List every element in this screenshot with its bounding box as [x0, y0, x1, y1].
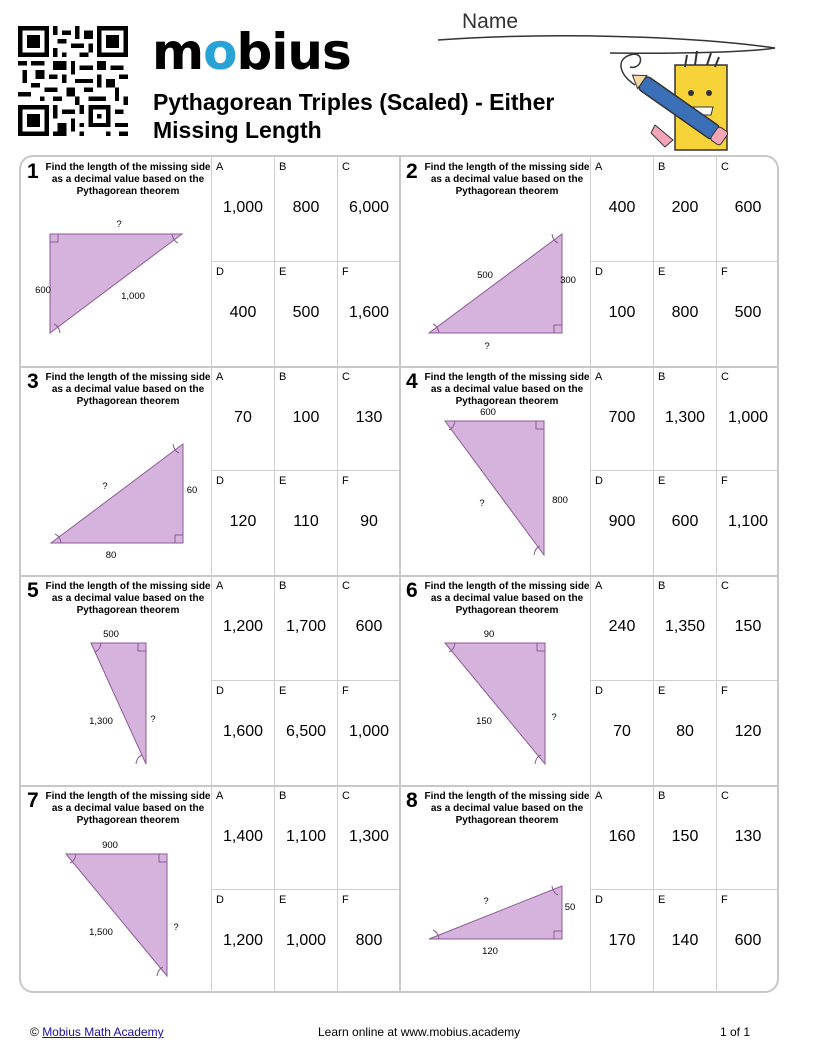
- answer-letter: A: [216, 161, 224, 173]
- answer-letter: B: [279, 370, 287, 383]
- answer-value: 1,200: [222, 932, 264, 949]
- side-length-label: 300: [560, 275, 576, 286]
- answer-letter: C: [342, 580, 350, 592]
- answer-letter: F: [342, 475, 349, 487]
- problem-instruction: Find the length of the missing side as a decimal value based on the Pythagorean theorem: [45, 162, 211, 197]
- answer-value: 70: [234, 408, 252, 426]
- problem-8: [400, 786, 779, 994]
- answer-letter: D: [216, 684, 224, 697]
- answer-choice-c[interactable]: [337, 367, 400, 472]
- answer-value: 700: [608, 408, 636, 426]
- answer-choice-c[interactable]: [716, 786, 779, 891]
- side-length-label: 900: [102, 839, 118, 851]
- answer-letter: A: [216, 370, 224, 383]
- problem-number: 6: [406, 579, 418, 602]
- answer-choice-b[interactable]: [653, 786, 716, 891]
- answer-choice-d[interactable]: [211, 890, 274, 993]
- answer-letter: A: [595, 370, 603, 383]
- side-length-label: 120: [482, 945, 498, 957]
- problem-number: 1: [27, 160, 39, 183]
- answer-value: 600: [355, 618, 383, 635]
- answer-letter: F: [342, 684, 349, 697]
- right-triangle-diagram: [21, 367, 211, 577]
- answer-choice-a[interactable]: [590, 367, 653, 472]
- answer-value: 1,100: [285, 827, 327, 845]
- right-triangle-diagram: [21, 786, 211, 994]
- copyright-symbol: ©: [30, 1025, 39, 1039]
- answer-value: 100: [292, 408, 320, 426]
- answer-choice-c[interactable]: [337, 576, 400, 681]
- problem-instruction: Find the length of the missing side as a decimal value based on the Pythagorean theorem: [424, 581, 590, 616]
- side-length-label: ?: [150, 714, 156, 725]
- answer-choice-b[interactable]: [274, 786, 337, 891]
- answer-letter: B: [279, 161, 287, 173]
- answer-value: 500: [734, 303, 762, 321]
- side-length-label: 60: [186, 484, 198, 496]
- answer-value: 6,000: [348, 199, 390, 216]
- side-length-label: 80: [105, 549, 117, 561]
- answer-choice-c[interactable]: [716, 157, 779, 262]
- answer-value: 1,000: [222, 199, 264, 216]
- problem-instruction: Find the length of the missing side as a decimal value based on the Pythagorean theorem: [424, 162, 590, 197]
- problem-number: 5: [27, 579, 39, 602]
- answer-value: 1,000: [285, 932, 327, 949]
- answer-value: 120: [229, 513, 257, 530]
- footer-copyright: [30, 1025, 164, 1039]
- side-length-label: 500: [103, 629, 119, 640]
- answer-value: 1,200: [222, 618, 264, 635]
- answer-choice-d[interactable]: [590, 262, 653, 367]
- answer-value: 6,500: [285, 722, 327, 740]
- answer-letter: D: [595, 475, 603, 487]
- worksheet-grid: [19, 155, 779, 993]
- answer-value: 600: [671, 513, 699, 530]
- answer-choice-a[interactable]: [211, 157, 274, 262]
- answer-value: 1,350: [664, 618, 706, 635]
- logo-text-prefix: m: [152, 23, 204, 81]
- answer-letter: E: [279, 265, 287, 278]
- answer-value: 1,300: [664, 408, 706, 426]
- answer-value: 100: [608, 303, 636, 321]
- answer-choice-f[interactable]: [337, 890, 400, 993]
- answer-choice-c[interactable]: [337, 786, 400, 891]
- problem-3: [21, 367, 400, 577]
- answer-value: 600: [734, 199, 762, 216]
- answer-letter: B: [279, 789, 287, 802]
- answer-value: 1,600: [222, 722, 264, 740]
- answer-letter: C: [721, 789, 729, 802]
- side-length-label: ?: [102, 480, 108, 492]
- answer-choice-a[interactable]: [211, 786, 274, 891]
- answer-value: 900: [608, 513, 636, 530]
- name-label: Name: [462, 10, 519, 33]
- side-length-label: ?: [479, 497, 485, 509]
- answer-choice-e[interactable]: [653, 262, 716, 367]
- answer-letter: C: [342, 789, 350, 802]
- answer-value: 600: [734, 932, 762, 949]
- answer-value: 130: [355, 408, 383, 426]
- answer-choices: [211, 576, 400, 785]
- answer-choice-c[interactable]: [716, 367, 779, 472]
- answer-letter: E: [658, 265, 666, 278]
- logo-text-suffix: bius: [236, 23, 351, 81]
- right-triangle-diagram: [400, 576, 590, 786]
- answer-value: 400: [608, 199, 636, 216]
- right-triangle-diagram: [21, 576, 211, 786]
- answer-value: 1,600: [348, 303, 390, 321]
- side-length-label: 500: [477, 270, 493, 281]
- answer-value: 400: [229, 303, 257, 321]
- answer-letter: F: [721, 265, 728, 278]
- answer-letter: D: [216, 265, 224, 278]
- mascot-illustration: [615, 45, 745, 155]
- triangle-shape: [91, 643, 146, 764]
- answer-choice-b[interactable]: [274, 576, 337, 681]
- answer-choice-f[interactable]: [337, 681, 400, 786]
- side-length-label: 50: [564, 901, 576, 913]
- answer-value: 1,300: [348, 827, 390, 845]
- answer-letter: F: [342, 265, 349, 278]
- answer-letter: E: [658, 894, 666, 906]
- problem-2: [400, 157, 779, 367]
- answer-letter: A: [216, 789, 224, 802]
- answer-value: 1,100: [727, 513, 769, 530]
- answer-choice-b[interactable]: [653, 367, 716, 472]
- problem-number: 4: [406, 369, 418, 393]
- answer-choice-c[interactable]: [716, 576, 779, 681]
- problem-4: [400, 367, 779, 577]
- answer-letter: B: [658, 370, 666, 383]
- answer-choice-e[interactable]: [653, 471, 716, 576]
- problem-7: [21, 786, 400, 994]
- answer-letter: E: [658, 475, 666, 487]
- answer-letter: F: [721, 684, 728, 697]
- answer-value: 160: [608, 827, 636, 845]
- answer-letter: D: [595, 265, 603, 278]
- answer-choice-b[interactable]: [653, 576, 716, 681]
- answer-choice-a[interactable]: [211, 576, 274, 681]
- problem-instruction: Find the length of the missing side as a decimal value based on the Pythagorean theorem: [424, 790, 590, 826]
- answer-choice-a[interactable]: [590, 786, 653, 891]
- answer-value: 1,000: [727, 408, 769, 426]
- side-length-label: 1,500: [89, 926, 113, 938]
- answer-choices: [590, 367, 779, 576]
- answer-choice-a[interactable]: [590, 157, 653, 262]
- answer-value: 120: [734, 722, 762, 740]
- side-length-label: 600: [480, 406, 496, 418]
- row-divider: [21, 785, 777, 787]
- answer-letter: D: [216, 894, 224, 906]
- answer-value: 170: [608, 932, 636, 949]
- answer-letter: C: [721, 580, 729, 592]
- answer-letter: B: [658, 161, 666, 173]
- answer-choice-a[interactable]: [590, 576, 653, 681]
- triangle-shape: [445, 421, 544, 555]
- triangle-shape: [429, 234, 562, 333]
- answer-choice-d[interactable]: [590, 681, 653, 786]
- answer-value: 800: [292, 199, 320, 216]
- answer-letter: A: [216, 580, 224, 592]
- answer-letter: F: [721, 475, 728, 487]
- answer-choice-b[interactable]: [274, 367, 337, 472]
- answer-choice-e[interactable]: [274, 890, 337, 993]
- side-length-label: 1,000: [121, 291, 145, 302]
- problem-1: [21, 157, 400, 367]
- answer-choice-f[interactable]: [337, 262, 400, 367]
- qr-code: [18, 26, 128, 136]
- answer-value: 130: [734, 827, 762, 845]
- right-triangle-diagram: [400, 367, 590, 577]
- answer-value: 800: [355, 932, 383, 949]
- answer-choice-e[interactable]: [653, 681, 716, 786]
- answer-choice-b[interactable]: [653, 157, 716, 262]
- right-triangle-diagram: [400, 157, 590, 367]
- answer-choices: [211, 157, 400, 366]
- problem-instruction: Find the length of the missing side as a decimal value based on the Pythagorean theorem: [45, 790, 211, 826]
- side-length-label: 150: [476, 716, 492, 727]
- problem-instruction: Find the length of the missing side as a decimal value based on the Pythagorean theorem: [45, 371, 211, 407]
- row-divider: [21, 575, 777, 577]
- mobius-logo: [152, 22, 351, 82]
- answer-letter: C: [342, 161, 350, 173]
- answer-choices: [211, 786, 400, 994]
- answer-choice-d[interactable]: [211, 471, 274, 576]
- answer-choices: [211, 367, 400, 576]
- right-triangle-diagram: [21, 157, 211, 367]
- answer-choice-e[interactable]: [274, 471, 337, 576]
- right-triangle-diagram: [400, 786, 590, 994]
- side-length-label: ?: [484, 341, 490, 352]
- answer-letter: A: [595, 580, 603, 592]
- answer-choice-e[interactable]: [653, 890, 716, 993]
- page-title: Pythagorean Triples (Scaled) - Either Missing Length: [153, 89, 555, 143]
- answer-choices: [590, 576, 779, 785]
- answer-letter: B: [658, 789, 666, 802]
- answer-value: 150: [734, 618, 762, 635]
- answer-value: 1,700: [285, 618, 327, 635]
- answer-choices: [590, 157, 779, 366]
- problem-instruction: Find the length of the missing side as a decimal value based on the Pythagorean theorem: [424, 371, 590, 407]
- answer-choice-b[interactable]: [274, 157, 337, 262]
- answer-value: 1,400: [222, 827, 264, 845]
- answer-value: 800: [671, 303, 699, 321]
- answer-letter: A: [595, 789, 603, 802]
- angle-arc: [136, 755, 142, 764]
- problem-number: 2: [406, 160, 418, 183]
- answer-choice-e[interactable]: [274, 262, 337, 367]
- answer-letter: D: [595, 894, 603, 906]
- row-divider: [21, 366, 777, 368]
- problem-number: 7: [27, 788, 39, 812]
- answer-choice-d[interactable]: [211, 262, 274, 367]
- answer-letter: C: [721, 370, 729, 383]
- answer-value: 80: [676, 722, 694, 740]
- answer-value: 150: [671, 827, 699, 845]
- problem-6: [400, 576, 779, 786]
- problem-number: 8: [406, 788, 418, 812]
- answer-value: 1,000: [348, 722, 390, 740]
- mobius-academy-link[interactable]: Mobius Math Academy: [42, 1025, 164, 1039]
- answer-letter: B: [279, 580, 287, 592]
- answer-letter: D: [216, 475, 224, 487]
- side-length-label: 800: [552, 494, 568, 506]
- triangle-shape: [50, 234, 182, 333]
- answer-choice-d[interactable]: [211, 681, 274, 786]
- footer-site: Learn online at www.mobius.academy: [318, 1025, 521, 1039]
- triangle-shape: [429, 886, 562, 939]
- answer-choice-d[interactable]: [590, 471, 653, 576]
- triangle-shape: [445, 643, 545, 764]
- answer-letter: F: [721, 894, 728, 906]
- answer-value: 140: [671, 932, 699, 949]
- answer-choice-c[interactable]: [337, 157, 400, 262]
- problem-number: 3: [27, 369, 39, 393]
- side-length-label: ?: [116, 219, 122, 230]
- answer-choice-f[interactable]: [716, 262, 779, 367]
- side-length-label: ?: [551, 712, 557, 723]
- answer-choice-a[interactable]: [211, 367, 274, 472]
- page-number: 1 of 1: [720, 1025, 751, 1039]
- problem-instruction: Find the length of the missing side as a decimal value based on the Pythagorean theorem: [45, 581, 211, 616]
- answer-choice-e[interactable]: [274, 681, 337, 786]
- side-length-label: 90: [483, 629, 495, 640]
- answer-choices: [590, 786, 779, 994]
- answer-letter: A: [595, 161, 603, 173]
- answer-letter: F: [342, 894, 349, 906]
- answer-choice-f[interactable]: [337, 471, 400, 576]
- answer-value: 500: [292, 303, 320, 321]
- answer-letter: E: [658, 684, 666, 697]
- answer-choice-f[interactable]: [716, 890, 779, 993]
- column-divider: [399, 157, 401, 991]
- side-length-label: ?: [483, 895, 489, 907]
- answer-letter: C: [342, 370, 350, 383]
- answer-value: 200: [671, 199, 699, 216]
- triangle-shape: [66, 854, 167, 976]
- answer-value: 70: [613, 722, 631, 740]
- problem-5: [21, 576, 400, 786]
- triangle-shape: [51, 444, 183, 543]
- answer-value: 90: [360, 513, 378, 530]
- answer-choice-f[interactable]: [716, 471, 779, 576]
- answer-letter: E: [279, 894, 287, 906]
- answer-letter: E: [279, 684, 287, 697]
- answer-letter: C: [721, 161, 729, 173]
- answer-value: 240: [608, 618, 636, 635]
- answer-value: 110: [293, 513, 319, 530]
- answer-choice-d[interactable]: [590, 890, 653, 993]
- side-length-label: ?: [173, 921, 179, 933]
- answer-letter: B: [658, 580, 666, 592]
- answer-letter: E: [279, 475, 287, 487]
- side-length-label: 1,300: [89, 716, 113, 727]
- logo-drop: o: [203, 23, 237, 81]
- answer-choice-f[interactable]: [716, 681, 779, 786]
- side-length-label: 600: [35, 285, 51, 296]
- answer-letter: D: [595, 684, 603, 697]
